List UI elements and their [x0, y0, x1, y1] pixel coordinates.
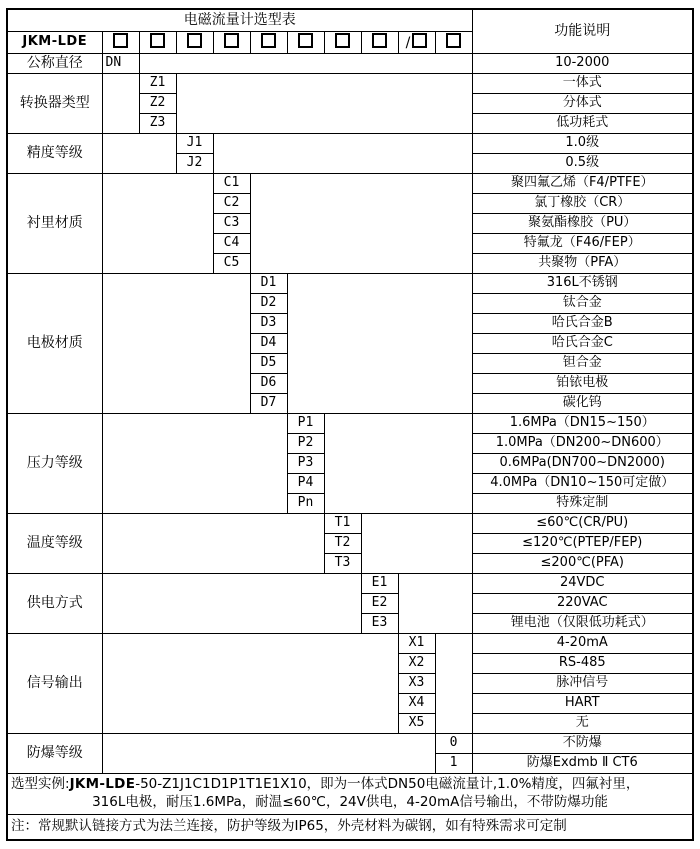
option-description: HART	[472, 694, 693, 714]
option-description: 316L不锈钢	[472, 274, 693, 294]
footer-notes	[7, 774, 693, 841]
option-row	[7, 574, 693, 594]
option-code: X5	[398, 714, 435, 734]
general-note: 注：常规默认链接方式为法兰连接，防护等级为IP65，外壳材料为碳钢，如有特殊需求可定制	[7, 815, 693, 841]
option-description: 钛合金	[472, 294, 693, 314]
category-label: 温度等级	[7, 514, 102, 574]
category-label: 信号输出	[7, 634, 102, 734]
category-label: 供电方式	[7, 574, 102, 634]
option-description: 低功耗式	[472, 114, 693, 134]
category-label: 防爆等级	[7, 734, 102, 774]
selection-grid	[7, 9, 693, 774]
example-line1	[11, 777, 689, 793]
title-row	[7, 9, 693, 32]
option-description: 脉冲信号	[472, 674, 693, 694]
function-column-header: 功能说明	[472, 9, 693, 54]
checkbox-icon	[412, 33, 427, 48]
model-code-box-cell	[250, 32, 287, 54]
model-code-box-cell	[435, 32, 472, 54]
option-description: 24VDC	[472, 574, 693, 594]
option-code: X1	[398, 634, 435, 654]
option-description: ≤60℃(CR/PU)	[472, 514, 693, 534]
checkbox-icon	[224, 33, 239, 48]
spacer-cell	[176, 74, 472, 134]
spacer-cell	[102, 734, 435, 774]
option-code: D5	[250, 354, 287, 374]
slash-separator: /	[405, 35, 411, 52]
spacer-cell	[102, 74, 139, 134]
option-code: C4	[213, 234, 250, 254]
option-code: C2	[213, 194, 250, 214]
spacer-cell	[361, 514, 472, 574]
category-label: 公称直径	[7, 54, 102, 74]
option-code: E1	[361, 574, 398, 594]
option-code: D4	[250, 334, 287, 354]
checkbox-icon	[372, 33, 387, 48]
option-description: 220VAC	[472, 594, 693, 614]
option-description: 4-20mA	[472, 634, 693, 654]
spacer-cell	[102, 574, 361, 634]
option-description: 4.0MPa（DN10~150可定做）	[472, 474, 693, 494]
example-row	[7, 774, 693, 815]
option-description: 聚四氟乙烯（F4/PTFE）	[472, 174, 693, 194]
model-code-box-cell	[361, 32, 398, 54]
model-code-box-cell	[102, 32, 139, 54]
option-code: Z2	[139, 94, 176, 114]
option-code: D3	[250, 314, 287, 334]
option-row	[7, 414, 693, 434]
option-description: 哈氏合金C	[472, 334, 693, 354]
option-description: ≤120℃(PTEP/FEP)	[472, 534, 693, 554]
option-code: C1	[213, 174, 250, 194]
table-title: 电磁流量计选型表	[7, 9, 472, 32]
option-code: E3	[361, 614, 398, 634]
option-description: RS-485	[472, 654, 693, 674]
category-label: 精度等级	[7, 134, 102, 174]
spacer-cell	[102, 174, 213, 274]
checkbox-icon	[113, 33, 128, 48]
category-label: 衬里材质	[7, 174, 102, 274]
option-description: 共聚物（PFA）	[472, 254, 693, 274]
option-code: D7	[250, 394, 287, 414]
spacer-cell	[398, 574, 472, 634]
option-description: 聚氨酯橡胶（PU）	[472, 214, 693, 234]
option-description: 不防爆	[472, 734, 693, 754]
checkbox-icon	[335, 33, 350, 48]
option-code: C5	[213, 254, 250, 274]
spacer-cell	[102, 634, 398, 734]
spacer-cell	[102, 134, 176, 174]
option-description: 一体式	[472, 74, 693, 94]
option-description: 0.5级	[472, 154, 693, 174]
model-code-box-cell	[213, 32, 250, 54]
spacer-cell	[139, 54, 472, 74]
option-description: 特氟龙（F46/FEP）	[472, 234, 693, 254]
spacer-cell	[287, 274, 472, 414]
option-code: P4	[287, 474, 324, 494]
model-code-box-cell	[398, 32, 435, 54]
spacer-cell	[213, 134, 472, 174]
option-code: X2	[398, 654, 435, 674]
checkbox-icon	[446, 33, 461, 48]
option-description: 铂铱电极	[472, 374, 693, 394]
option-code: Pn	[287, 494, 324, 514]
model-code-box-cell	[176, 32, 213, 54]
option-description: 1.6MPa（DN15~150）	[472, 414, 693, 434]
model-code-box-cell	[139, 32, 176, 54]
option-description: 无	[472, 714, 693, 734]
option-code: D2	[250, 294, 287, 314]
option-description: 防爆Exdmb Ⅱ CT6	[472, 754, 693, 774]
model-code-box-cell	[287, 32, 324, 54]
example-code-text: -50-Z1J1C1D1P1T1E1X10，即为一体式DN50电磁流量计,1.0%精度，四氟衬里，	[135, 776, 640, 792]
option-code: C3	[213, 214, 250, 234]
option-code: P1	[287, 414, 324, 434]
option-code: Z3	[139, 114, 176, 134]
category-label: 压力等级	[7, 414, 102, 514]
option-code: D6	[250, 374, 287, 394]
option-code: 1	[435, 754, 472, 774]
option-code: T3	[324, 554, 361, 574]
option-code: E2	[361, 594, 398, 614]
option-description: 10-2000	[472, 54, 693, 74]
option-code: Z1	[139, 74, 176, 94]
option-row	[7, 514, 693, 534]
model-code-box-cell	[324, 32, 361, 54]
checkbox-icon	[298, 33, 313, 48]
selection-example	[7, 774, 693, 815]
option-description: 分体式	[472, 94, 693, 114]
option-description: 碳化钨	[472, 394, 693, 414]
option-row	[7, 54, 693, 74]
option-row	[7, 174, 693, 194]
option-description: 0.6MPa(DN700~DN2000)	[472, 454, 693, 474]
spacer-cell	[102, 414, 287, 514]
category-label: 电极材质	[7, 274, 102, 414]
option-description: 1.0MPa（DN200~DN600）	[472, 434, 693, 454]
option-code: T1	[324, 514, 361, 534]
option-code: P3	[287, 454, 324, 474]
option-code: J2	[176, 154, 213, 174]
model-prefix: JKM-LDE	[7, 32, 102, 54]
checkbox-icon	[261, 33, 276, 48]
option-row	[7, 74, 693, 94]
option-row	[7, 734, 693, 754]
option-description: 特殊定制	[472, 494, 693, 514]
spacer-cell	[102, 274, 250, 414]
option-code: P2	[287, 434, 324, 454]
spacer-cell	[435, 634, 472, 734]
checkbox-icon	[150, 33, 165, 48]
option-code: D1	[250, 274, 287, 294]
option-row	[7, 634, 693, 654]
option-description: 锂电池（仅限低功耗式）	[472, 614, 693, 634]
spacer-cell	[250, 174, 472, 274]
option-description: 1.0级	[472, 134, 693, 154]
spacer-cell	[324, 414, 472, 514]
example-line2: 316L电极，耐压1.6MPa，耐温≤60℃，24V供电，4-20mA信号输出，不带防爆功能	[92, 793, 608, 810]
example-model-name: JKM-LDE	[69, 776, 136, 792]
option-code: T2	[324, 534, 361, 554]
option-description: 哈氏合金B	[472, 314, 693, 334]
option-code: 0	[435, 734, 472, 754]
option-code: X3	[398, 674, 435, 694]
option-description: ≤200℃(PFA)	[472, 554, 693, 574]
spacer-cell	[102, 514, 324, 574]
option-description: 氯丁橡胶（CR）	[472, 194, 693, 214]
option-code: X4	[398, 694, 435, 714]
category-label: 转换器类型	[7, 74, 102, 134]
checkbox-icon	[187, 33, 202, 48]
option-row	[7, 274, 693, 294]
flowmeter-selection-table	[6, 8, 694, 841]
option-description: 钽合金	[472, 354, 693, 374]
note-row	[7, 815, 693, 841]
option-row	[7, 134, 693, 154]
option-code: J1	[176, 134, 213, 154]
option-code: DN	[102, 54, 139, 74]
example-label: 选型实例:	[11, 776, 70, 792]
